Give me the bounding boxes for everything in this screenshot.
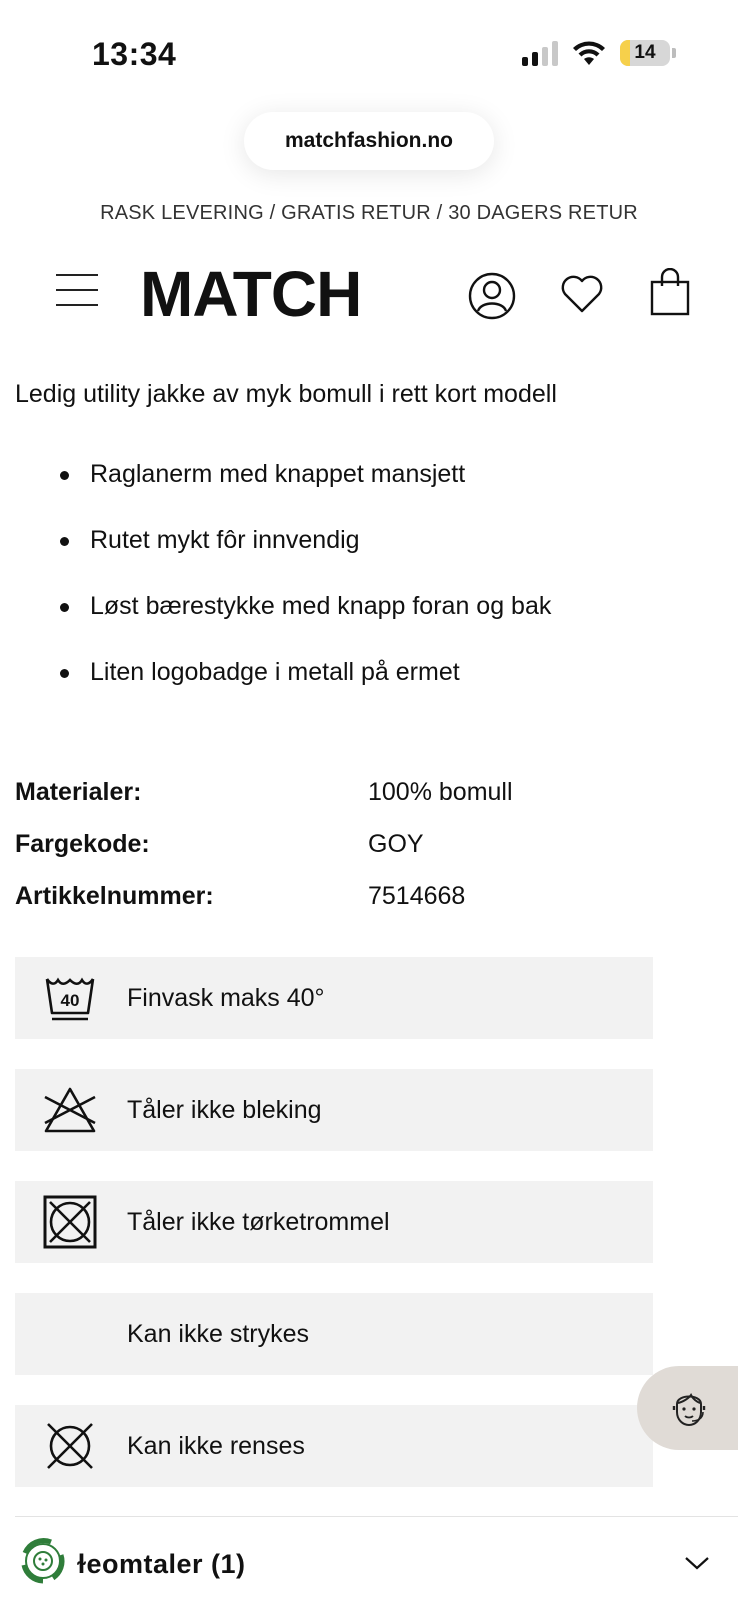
spec-key: Fargekode:: [15, 830, 150, 858]
spec-row-color-code: [15, 830, 695, 882]
spec-value: 7514668: [368, 882, 466, 910]
battery-icon: 14: [620, 40, 670, 66]
recycle-badge-icon[interactable]: [15, 1533, 71, 1589]
status-bar: [0, 0, 738, 100]
feature-item: Raglanerm med knappet mansjett: [58, 460, 551, 526]
feature-list: [58, 460, 551, 724]
customer-service-button[interactable]: [637, 1366, 738, 1450]
feature-item: Rutet mykt fôr innvendig: [58, 526, 551, 592]
no-tumble-dry-icon: [43, 1195, 97, 1249]
care-label: Finvask maks 40°: [127, 983, 325, 1012]
product-specs: [15, 778, 695, 934]
reviews-label[interactable]: ɫeomtaler (1): [77, 1549, 246, 1579]
no-bleach-icon: [43, 1083, 97, 1137]
spec-value: 100% bomull: [368, 778, 513, 806]
care-label: Kan ikke renses: [127, 1431, 305, 1460]
wifi-icon: [572, 40, 606, 66]
url-bar[interactable]: matchfashion.no: [244, 112, 494, 170]
care-label: Tåler ikke bleking: [127, 1095, 322, 1124]
spec-row-material: [15, 778, 695, 830]
spec-key: Artikkelnummer:: [15, 882, 214, 910]
care-item-iron: [15, 1293, 653, 1375]
care-item-wash: [15, 957, 653, 1039]
support-agent-icon: [667, 1386, 711, 1430]
svg-text:40: 40: [60, 991, 80, 1010]
promo-banner: RASK LEVERING / GRATIS RETUR / 30 DAGERS RETUR: [100, 202, 638, 224]
status-time: 13:34: [92, 36, 177, 72]
care-item-tumble-dry: [15, 1181, 653, 1263]
chevron-down-icon[interactable]: [684, 1555, 710, 1571]
shopping-bag-icon[interactable]: [650, 268, 690, 316]
status-icons: [522, 40, 676, 66]
wash-40-icon: [43, 971, 97, 1025]
feature-item: Løst bærestykke med knapp foran og bak: [58, 592, 551, 658]
cellular-signal-icon: [522, 40, 558, 66]
spec-value: GOY: [368, 830, 424, 858]
care-label: Tåler ikke tørketrommel: [127, 1207, 390, 1236]
wishlist-heart-icon[interactable]: [560, 274, 604, 314]
reviews-accordion[interactable]: [15, 1516, 738, 1600]
care-label: Kan ikke strykes: [127, 1319, 310, 1348]
menu-icon[interactable]: [56, 274, 98, 306]
spec-row-article-number: [15, 882, 695, 934]
site-logo[interactable]: MATCH: [140, 258, 362, 330]
care-instructions: [15, 957, 653, 1517]
no-dry-clean-icon: [43, 1419, 97, 1473]
product-description: Ledig utility jakke av myk bomull i rett kort modell: [15, 380, 557, 408]
feature-item: Liten logobadge i metall på ermet: [58, 658, 551, 724]
account-icon[interactable]: [468, 272, 516, 320]
site-header: [0, 260, 738, 340]
care-item-dry-clean: [15, 1405, 653, 1487]
care-item-bleach: [15, 1069, 653, 1151]
spec-key: Materialer:: [15, 778, 142, 806]
